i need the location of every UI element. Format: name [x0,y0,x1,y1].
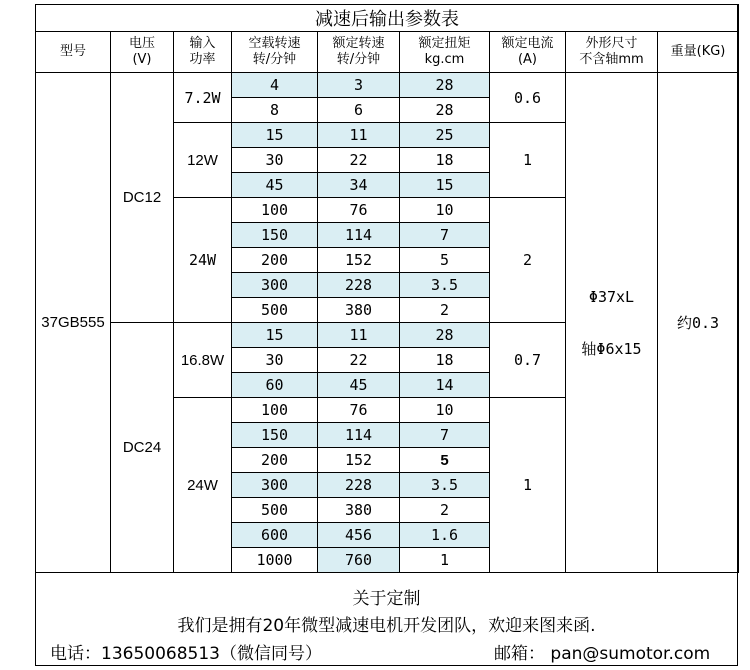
voltage-cell: DC12 [111,73,174,323]
noload-cell: 45 [232,173,318,198]
footer [36,580,737,666]
company-statement: 我们是拥有20年微型减速电机开发团队，欢迎来图来函. [177,616,596,636]
rated-speed-cell: 760 [318,548,400,573]
rated-speed-cell: 76 [318,198,400,223]
power-cell: 24W [174,198,232,323]
noload-cell: 30 [232,348,318,373]
header-voltage: 电压 (V) [111,32,174,73]
rated-speed-cell: 76 [318,398,400,423]
dimension-cell: Φ37xL 轴Φ6x15 [566,73,658,573]
current-cell: 0.7 [490,323,566,398]
torque-cell: 5 [400,248,490,273]
torque-cell: 1.6 [400,523,490,548]
rated-speed-cell: 22 [318,148,400,173]
torque-cell: 28 [400,98,490,123]
noload-cell: 30 [232,148,318,173]
torque-cell: 10 [400,398,490,423]
rated-speed-cell: 228 [318,273,400,298]
power-cell: 7.2W [174,73,232,123]
noload-cell: 8 [232,98,318,123]
spec-table [35,4,739,573]
header-model: 型号 [36,32,111,73]
noload-cell: 200 [232,448,318,473]
noload-cell: 60 [232,373,318,398]
noload-cell: 300 [232,473,318,498]
noload-cell: 1000 [232,548,318,573]
header-rated-torque: 额定扭矩 kg.cm [400,32,490,73]
noload-cell: 150 [232,223,318,248]
phone-contact: 电话：13650068513（微信同号） [50,644,322,664]
rated-speed-cell: 456 [318,523,400,548]
rated-speed-cell: 114 [318,223,400,248]
torque-cell: 2 [400,498,490,523]
torque-cell: 5 [400,448,490,473]
rated-speed-cell: 22 [318,348,400,373]
header-row [36,32,739,73]
current-cell: 1 [490,398,566,573]
power-cell: 16.8W [174,323,232,398]
torque-cell: 1 [400,548,490,573]
noload-cell: 4 [232,73,318,98]
rated-speed-cell: 3 [318,73,400,98]
rated-speed-cell: 45 [318,373,400,398]
rated-speed-cell: 11 [318,123,400,148]
noload-cell: 150 [232,423,318,448]
noload-cell: 100 [232,398,318,423]
torque-cell: 18 [400,148,490,173]
header-power: 输入 功率 [174,32,232,73]
email-contact[interactable]: 邮箱： pan@sumotor.com [494,644,711,664]
noload-cell: 15 [232,323,318,348]
header-rated-current: 额定电流 (A) [490,32,566,73]
noload-cell: 300 [232,273,318,298]
noload-cell: 500 [232,498,318,523]
rated-speed-cell: 228 [318,473,400,498]
voltage-cell: DC24 [111,323,174,573]
noload-cell: 100 [232,198,318,223]
rated-speed-cell: 152 [318,448,400,473]
torque-cell: 10 [400,198,490,223]
current-cell: 2 [490,198,566,323]
torque-cell: 2 [400,298,490,323]
rated-speed-cell: 152 [318,248,400,273]
power-cell: 12W [174,123,232,198]
torque-cell: 3.5 [400,273,490,298]
rated-speed-cell: 34 [318,173,400,198]
noload-cell: 200 [232,248,318,273]
header-weight: 重量(KG) [658,32,739,73]
torque-cell: 3.5 [400,473,490,498]
torque-cell: 15 [400,173,490,198]
customization-heading: 关于定制 [352,589,421,609]
noload-cell: 600 [232,523,318,548]
torque-cell: 28 [400,73,490,98]
torque-cell: 14 [400,373,490,398]
current-cell: 0.6 [490,73,566,123]
table-row [36,73,739,98]
torque-cell: 28 [400,323,490,348]
torque-cell: 25 [400,123,490,148]
header-dimension: 外形尺寸 不含轴mm [566,32,658,73]
rated-speed-cell: 6 [318,98,400,123]
torque-cell: 18 [400,348,490,373]
power-cell: 24W [174,398,232,573]
header-rated-speed: 额定转速 转/分钟 [318,32,400,73]
rated-speed-cell: 114 [318,423,400,448]
model-cell: 37GB555 [36,73,111,573]
header-noload-speed: 空载转速 转/分钟 [232,32,318,73]
torque-cell: 7 [400,223,490,248]
torque-cell: 7 [400,423,490,448]
rated-speed-cell: 380 [318,498,400,523]
rated-speed-cell: 11 [318,323,400,348]
weight-cell: 约0.3 [658,73,739,573]
current-cell: 1 [490,123,566,198]
table-title: 减速后输出参数表 [36,5,739,32]
noload-cell: 15 [232,123,318,148]
rated-speed-cell: 380 [318,298,400,323]
noload-cell: 500 [232,298,318,323]
